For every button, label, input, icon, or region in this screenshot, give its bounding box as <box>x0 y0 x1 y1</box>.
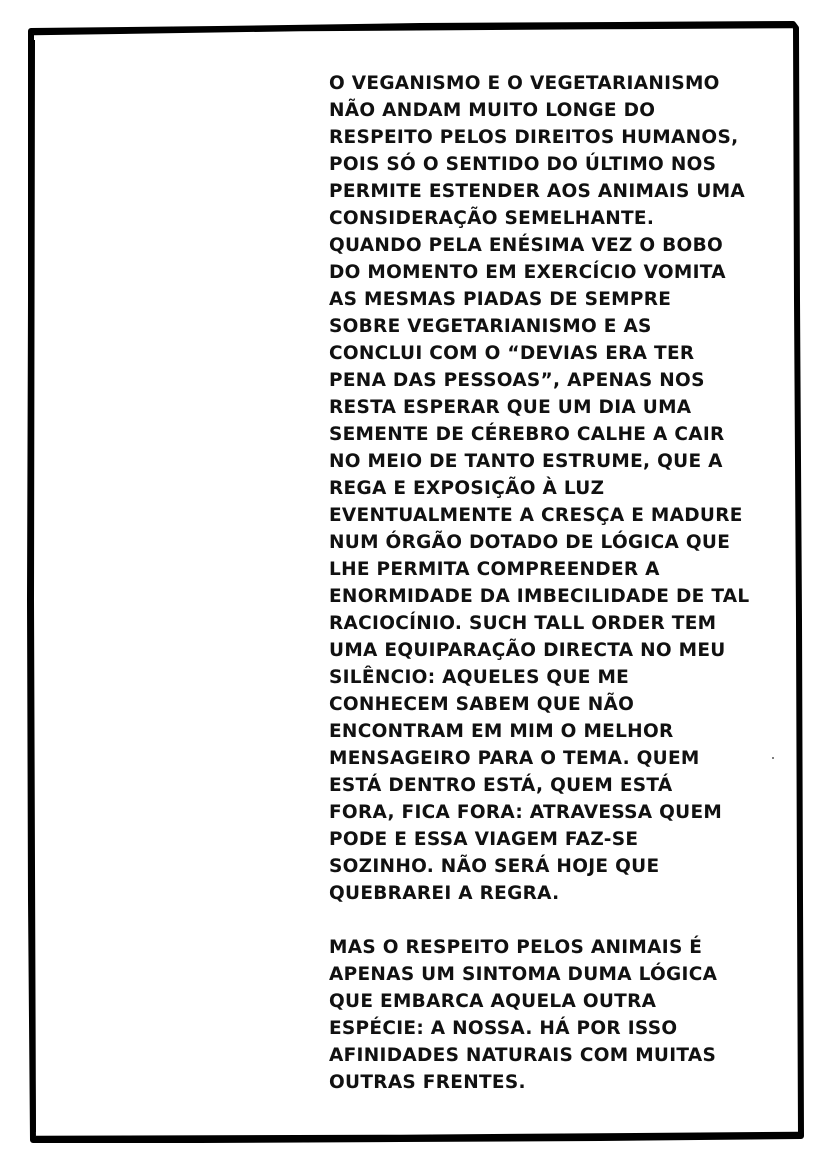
paragraph-1: O VEGANISMO E O VEGETARIANISMO NÃO ANDAM MUITO LONGE DO RESPEITO PELOS DIREITOS HUMANOS, POIS SÓ O SENTIDO DO ÚLTIMO NOS PERMITE ESTENDER AOS ANIMAIS UMA CONSIDERAÇÃO SEMELHANTE. QUANDO PELA ENÉSIMA VEZ O BOBO DO MOMENTO EM EXERCÍCIO VOMITA AS MESMAS PIADAS DE SEMPRE SOBRE VEGETARIANISMO E AS CONCLUI COM O “DEVIAS ERA TER PENA DAS PESSOAS”, APENAS NOS RESTA ESPERAR QUE UM DIA UMA SEMENTE DE CÉREBRO CALHE A CAIR NO MEIO DE TANTO ESTRUME, QUE A REGA E EXPOSIÇÃO À LUZ EVENTUALMENTE A CRESÇA E MADURE NUM ÓRGÃO DOTADO DE LÓGICA QUE LHE PERMITA COMPREENDER A ENORMIDADE DA IMBECILIDADE DE TAL RACIOCÍNIO. SUCH TALL ORDER TEM UMA EQUIPARAÇÃO DIRECTA NO MEU SILÊNCIO: AQUELES QUE ME CONHECEM SABEM QUE NÃO ENCONTRAM EM MIM O MELHOR MENSAGEIRO PARA O TEMA. QUEM ESTÁ DENTRO ESTÁ, QUEM ESTÁ FORA, FICA FORA: ATRAVESSA QUEM PODE E ESSA VIAGEM FAZ-SE SOZINHO. NÃO SERÁ HOJE QUE QUEBRAREI A REGRA. <box>329 73 750 904</box>
paragraph-2: MAS O RESPEITO PELOS ANIMAIS É APENAS UM SINTOMA DUMA LÓGICA QUE EMBARCA AQUELA OUTRA ESPÉCIE: A NOSSA. HÁ POR ISSO AFINIDADES NATURAIS COM MUITAS OUTRAS FRENTES. <box>329 937 718 1093</box>
ink-speck <box>772 757 774 759</box>
text-column <box>329 70 769 1096</box>
